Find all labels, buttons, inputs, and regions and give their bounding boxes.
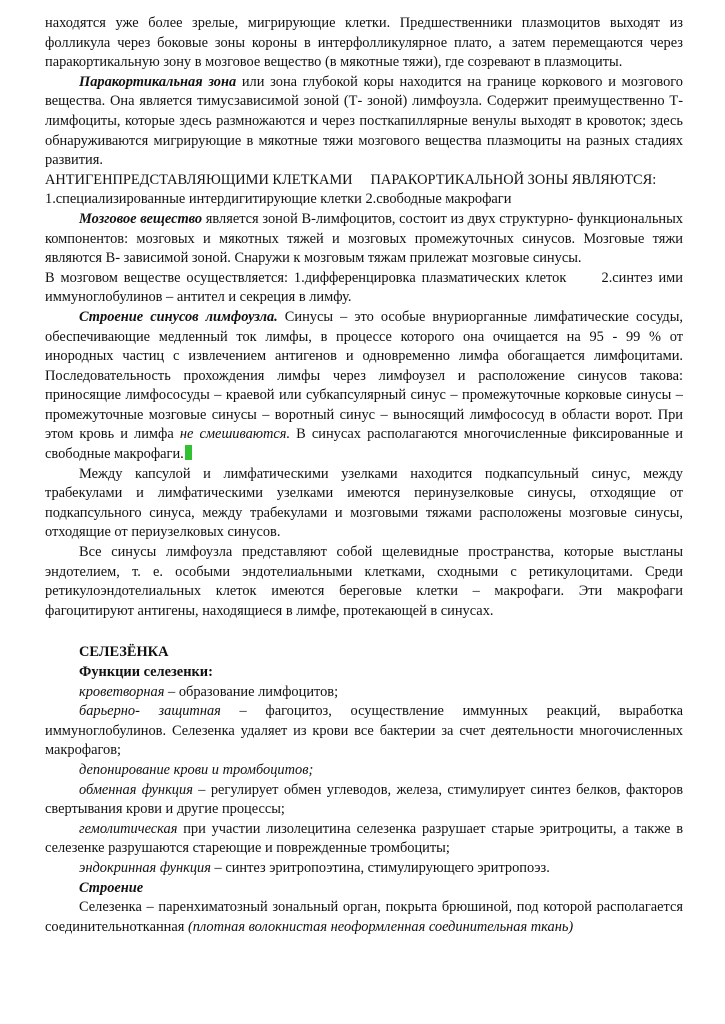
function-hematopoietic xyxy=(45,683,683,703)
function-endocrine xyxy=(45,859,683,879)
function-deposit xyxy=(45,761,683,781)
paragraph-subcapsular-sinus: Между капсулой и лимфатическими узелками находится подкапсульный синус, между трабекулами и лимфатическими узелками имеются перинузелковые синусы, отходящие от подкапсульного синуса, между трабекулами и мозговыми тяжами расположены мозговые синусы, отходящие от периузелковых синусов. xyxy=(45,465,683,541)
function-barrier xyxy=(45,702,683,761)
paragraph-medulla-functions: В мозговом веществе осуществляется: 1.дифференцировка плазматических клеток 2.синтез ими иммуноглобулинов – антител и секреция в лимфу. xyxy=(45,269,687,306)
structure-italic: (плотная волокнистая неоформленная соединительная ткань) xyxy=(187,918,574,935)
sinus-text-1: Синусы – это особые внуриорганные лимфатические сосуды, обеспечивающие медленный ток лимфы, в процессе которого она очищается на 95 - 99 % от инородных частиц с извлечением антигенов и одновременно лимфа обогащается лимфоцитами. Последовательность прохождения лимфы через лимфоузел и расположение синусов такова: приносящие лимфососуды – краевой или субкапсулярный синус – промежуточные корковые синусы – промежуточные мозговые синусы – воротный синус – выносящий лимфососуд в области ворот. При этом кровь и лимфа xyxy=(45,308,683,443)
caps-heading-antigen: АНТИГЕНПРЕДСТАВЛЯЮЩИМИ КЛЕТКАМИ ПАРАКОРТИКАЛЬНОЙ ЗОНЫ ЯВЛЯЮТСЯ: xyxy=(45,171,657,188)
function-term: депонирование крови и тромбоцитов; xyxy=(79,761,314,778)
paragraph-antigen-presenting xyxy=(45,171,683,210)
paragraph-spleen-structure xyxy=(45,898,683,937)
structure-text: Селезенка – паренхиматозный зональный орган, покрыта брюшиной, под которой располагается соединительнотканная xyxy=(45,899,683,935)
spleen-title: СЕЛЕЗЁНКА xyxy=(79,644,169,661)
spleen-section xyxy=(45,643,683,937)
function-term: обменная функция xyxy=(79,781,193,798)
function-term: эндокринная функция xyxy=(79,859,211,876)
function-metabolic xyxy=(45,781,683,820)
medulla-text: является зоной В-лимфоцитов, состоит из двух структурно- функциональных компонентов: мозговых и мякотных тяжей и мозговых промежуточных синусов. Мозговые тяжи являются В- зависимой зоной. Снаружи к мозговым тяжам прилежат мозговые синусы. xyxy=(45,210,683,267)
antigen-cells-list: 1.специализированные интердигитирующие клетки 2.свободные макрофаги xyxy=(45,191,512,208)
structure-title: Строение xyxy=(79,879,144,896)
function-term: кроветворная xyxy=(79,683,165,700)
function-text: – регулирует обмен углеводов, железа, стимулирует синтез белков, факторов свертывания крови и другие процессы; xyxy=(45,781,684,818)
paracortical-text: или зона глубокой коры находится на границе коркового и мозгового вещества. Она является тимусзависимой зоной (Т- зоной) лимфоузла. Содержит преимущественно Т- лимфоциты, которые здесь размножаются и через посткапиллярные венулы выходят в кровоток; здесь обнаруживаются мигрирующие в мякотные тяжи мозгового вещества плазмоциты на разных стадиях развития. xyxy=(45,73,683,169)
text-cursor[interactable] xyxy=(185,445,192,460)
emph-no-mixing: не смешиваются. xyxy=(179,426,291,443)
term-paracortical-zone: Паракортикальная зона xyxy=(79,73,237,90)
paragraph-medulla xyxy=(45,210,683,269)
paragraph-plasmocytes: находятся уже более зрелые, мигрирующие клетки. Предшественники плазмоцитов выходят из фолликула через боковые зоны короны в интерфолликулярное плато, а затем перемещаются через паракортикальную зону в мозговое вещество (в мякотные тяжи), где созревают в плазмоциты. xyxy=(45,15,683,71)
function-hemolytic xyxy=(45,820,683,859)
function-text: – образование лимфоцитов; xyxy=(164,683,339,700)
function-text: – синтез эритропоэтина, стимулирующего эритропоэз. xyxy=(210,859,550,876)
function-term: гемолитическая xyxy=(79,820,178,837)
spleen-functions-title: Функции селезенки: xyxy=(79,664,213,680)
function-term: барьерно- защитная xyxy=(79,703,221,720)
term-sinus-structure: Строение синусов лимфоузла. xyxy=(79,308,278,325)
sinus-text-2: В синусах располагаются многочисленные фиксированные и свободные макрофаги. xyxy=(45,426,683,463)
paragraph-paracortical-zone xyxy=(45,73,683,171)
paragraph-sinus-structure xyxy=(45,308,683,465)
function-text: – фагоцитоз, осуществление иммунных реакций, выработка иммуноглобулинов. Селезенка удаляет из крови все бактерии за счет деятельности многочисленных макрофагов; xyxy=(45,703,683,759)
function-text: при участии лизолецитина селезенка разрушает старые эритроциты, а также в селезенке разрушаются стареющие и поврежденные тромбоциты; xyxy=(45,820,683,857)
document-page xyxy=(45,14,687,937)
term-medulla: Мозговое вещество xyxy=(79,210,203,227)
paragraph-sinus-lining: Все синусы лимфоузла представляют собой щелевидные пространства, которые выстланы эндотелием, т. е. особыми эндотелиальными клетками, сходными с ретикулоцитами. Среди ретикулоэндотелиальных клеток имеются береговые клетки – макрофаги. Эти макрофаги фагоцитируют антигены, находящиеся в лимфе, протекающей в синусах. xyxy=(45,544,683,619)
